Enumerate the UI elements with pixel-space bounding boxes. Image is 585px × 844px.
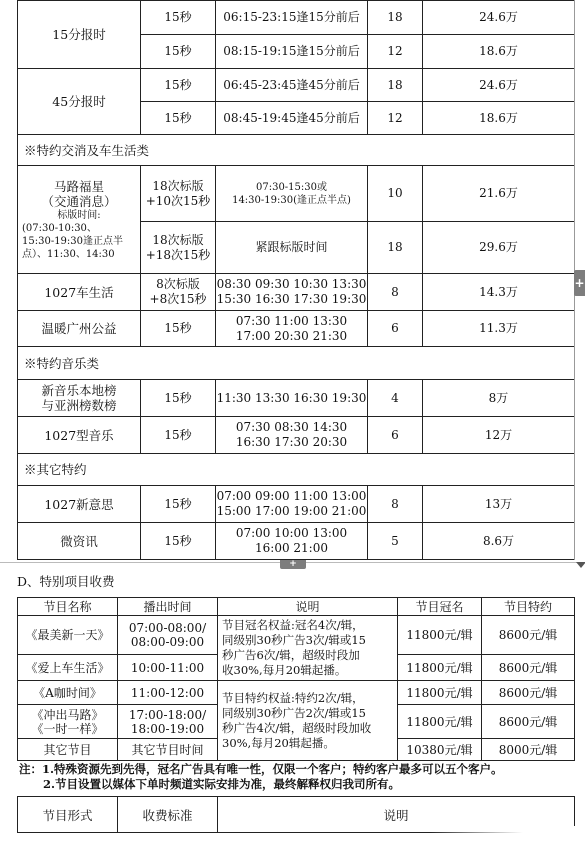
description-cell — [218, 681, 398, 761]
daily-count: 4 — [368, 380, 423, 417]
column-header: 节目名称 — [18, 598, 118, 616]
air-time-cell — [216, 311, 368, 347]
price: 11.3万 — [423, 311, 575, 347]
ad-length: +18次15秒 — [145, 247, 211, 262]
section-header-row — [18, 347, 575, 380]
schedule-text: 点）、11:30、14:30 — [22, 248, 115, 260]
description-line: 秒广告6次/辑，超级时段加 — [222, 648, 360, 662]
description-line: 同级别30秒广告2次/辑或15 — [222, 705, 366, 720]
table-row — [18, 311, 575, 347]
ad-length: 15秒 — [141, 1, 216, 35]
schedule-text: 15:30-19:30逢正点半 — [22, 235, 124, 247]
air-time: 16:30 17:30 20:30 — [235, 435, 348, 449]
ad-length: +8次15秒 — [149, 292, 207, 306]
table-row — [18, 69, 575, 102]
program-name: 1027车生活 — [18, 274, 141, 311]
column-header: 收费标准 — [118, 797, 218, 833]
ad-length: 18次标版 — [152, 178, 204, 193]
ad-length: 15秒 — [141, 523, 216, 560]
program-name: 1027新意思 — [18, 486, 141, 523]
column-header: 节目特约 — [482, 598, 575, 616]
section-heading: D、特别项目收费 — [17, 574, 115, 589]
price: 21.6万 — [423, 166, 575, 222]
price: 18.6万 — [423, 102, 575, 135]
price: 14.3万 — [423, 274, 575, 311]
program-subname: （交通消息） — [41, 193, 117, 209]
air-time: 14:30-19:30(逢正点半点) — [232, 194, 351, 206]
air-time: 07:30 08:30 14:30 — [235, 420, 348, 434]
price: 18.6万 — [423, 35, 575, 69]
title-fee: 10380元/辑 — [398, 739, 482, 761]
table-row — [18, 486, 575, 523]
air-time: 其它节目时间 — [118, 739, 218, 761]
title-fee: 11800元/辑 — [398, 655, 482, 681]
air-time-cell — [216, 486, 368, 523]
price: 29.6万 — [423, 222, 575, 274]
sponsor-fee: 8600元/辑 — [482, 681, 575, 705]
air-time: 15:30 16:30 17:30 19:30 — [216, 292, 367, 306]
daily-count: 18 — [368, 69, 423, 102]
schedule-text: (07:30-10:30、 — [22, 222, 97, 234]
air-time: 10:00-11:00 — [118, 655, 218, 681]
program-name: 1027型音乐 — [18, 417, 141, 454]
table-row — [18, 1, 575, 35]
air-time: 11:00-12:00 — [118, 681, 218, 705]
sponsor-fee: 8600元/辑 — [482, 705, 575, 739]
table-row — [18, 380, 575, 417]
ad-length: 15秒 — [141, 102, 216, 135]
air-time: 07:00 09:00 11:00 13:00 — [216, 489, 367, 503]
title-fee: 11800元/辑 — [398, 681, 482, 705]
price: 8万 — [423, 380, 575, 417]
description-line: 节目冠名权益:冠名4次/辑， — [222, 618, 364, 632]
program-name: 与亚洲榜数榜 — [41, 398, 117, 413]
program-name: 45分报时 — [18, 69, 141, 135]
price: 12万 — [423, 417, 575, 454]
section-title-other: ※其它特约 — [18, 454, 575, 486]
air-time: 11:30 13:30 16:30 19:30 — [216, 380, 368, 417]
table-row — [18, 166, 575, 222]
air-time: 07:30-15:30或 — [255, 181, 327, 193]
title-fee: 11800元/辑 — [398, 616, 482, 655]
table-header-row — [18, 598, 575, 616]
air-time: 18:00-19:00 — [130, 721, 205, 736]
ad-length-cell — [141, 166, 216, 222]
table-row — [18, 523, 575, 560]
program-name: 微资讯 — [18, 523, 141, 560]
price: 24.6万 — [423, 69, 575, 102]
section-title-music: ※特约音乐类 — [18, 347, 575, 380]
daily-count: 8 — [368, 486, 423, 523]
air-time-cell — [216, 417, 368, 454]
description-line: 节目特约权益:特约2次/辑， — [222, 690, 364, 705]
air-time: 17:00 20:30 21:30 — [235, 328, 348, 343]
column-header: 说明 — [218, 598, 398, 616]
description-line: 收30%,每月20辑起播。 — [222, 663, 347, 677]
air-time: 07:00-08:00/ — [128, 621, 207, 635]
air-time: 16:00 21:00 — [255, 541, 328, 555]
ad-price-table — [17, 0, 575, 560]
note-line: 注：1.特殊资源先到先得，冠名广告具有唯一性，仅限一个客户；特约客户最多可以五个客户。 — [19, 762, 503, 776]
page-fade — [430, 826, 585, 844]
air-time-cell — [118, 705, 218, 739]
expand-right-icon[interactable]: + — [574, 270, 585, 296]
program-name: 温暖广州公益 — [18, 311, 141, 347]
air-time: 07:00 10:00 13:00 — [235, 526, 348, 540]
ad-length: 15秒 — [141, 380, 216, 417]
price: 8.6万 — [423, 523, 575, 560]
ad-length: 8次标版 — [156, 277, 200, 291]
air-time: 08:45-19:45逢45分前后 — [216, 102, 368, 135]
description-cell — [218, 616, 398, 681]
title-fee: 11800元/辑 — [398, 705, 482, 739]
column-header: 说明 — [218, 797, 575, 833]
corner-marker-icon — [576, 562, 585, 568]
daily-count: 8 — [368, 274, 423, 311]
sponsor-fee: 8600元/辑 — [482, 616, 575, 655]
air-time: 08:15-19:15逢15分前后 — [216, 35, 368, 69]
column-header: 节目冠名 — [398, 598, 482, 616]
air-time-cell — [216, 523, 368, 560]
daily-count: 5 — [368, 523, 423, 560]
price: 13万 — [423, 486, 575, 523]
column-header: 播出时间 — [118, 598, 218, 616]
daily-count: 12 — [368, 35, 423, 69]
ad-length: 15秒 — [141, 69, 216, 102]
program-name-cell — [18, 380, 141, 417]
special-program-table — [17, 597, 575, 761]
note-line: 2.节目设置以媒体下单时频道实际安排为准，最终解释权归我司所有。 — [43, 777, 401, 791]
daily-count: 6 — [368, 311, 423, 347]
column-header: 节目形式 — [18, 797, 118, 833]
description-line: 同级别30秒广告3次/辑或15 — [222, 633, 366, 647]
ad-length-cell — [141, 222, 216, 274]
air-time: 17:00-18:00/ — [128, 707, 207, 722]
air-time: 07:30 11:00 13:30 — [235, 313, 348, 328]
air-time-cell — [216, 274, 368, 311]
section-title-traffic: ※特约交消及车生活类 — [18, 135, 575, 166]
air-time-cell — [118, 616, 218, 655]
program-name: 《最美新一天》 — [18, 616, 118, 655]
price: 24.6万 — [423, 1, 575, 35]
ad-length: 15秒 — [141, 417, 216, 454]
description-line: 秒广告4次/辑，超级时段加收 — [222, 720, 372, 735]
program-name: 《一时一样》 — [31, 721, 104, 736]
section-header-row — [18, 135, 575, 166]
program-name: 其它节目 — [18, 739, 118, 761]
schedule-label: 标版时间: — [57, 209, 101, 221]
air-time: 06:15-23:15逢15分前后 — [216, 1, 368, 35]
daily-count: 18 — [368, 222, 423, 274]
notes — [19, 762, 503, 792]
table-row — [18, 681, 575, 705]
sponsor-fee: 8600元/辑 — [482, 655, 575, 681]
air-time: 08:30 09:30 10:30 13:30 — [216, 277, 367, 291]
ad-length: 18次标版 — [152, 232, 204, 247]
air-time: 06:45-23:45逢45分前后 — [216, 69, 368, 102]
air-time-cell — [216, 166, 368, 222]
program-name: 新音乐本地榜 — [41, 383, 117, 398]
program-name-cell — [18, 705, 118, 739]
program-name-cell — [18, 166, 141, 274]
ad-length: +10次15秒 — [145, 193, 211, 208]
program-name: 《冲出马路》 — [31, 707, 104, 722]
table-row — [18, 417, 575, 454]
program-name: 马路福星 — [53, 178, 104, 194]
daily-count: 12 — [368, 102, 423, 135]
daily-count: 6 — [368, 417, 423, 454]
air-time: 紧跟标版时间 — [216, 222, 368, 274]
table-row — [18, 616, 575, 655]
ad-length: 15秒 — [141, 311, 216, 347]
expand-bottom-icon[interactable]: + — [280, 560, 306, 569]
program-name: 《爱上车生活》 — [18, 655, 118, 681]
table-row — [18, 274, 575, 311]
ad-length-cell — [141, 274, 216, 311]
air-time: 08:00-09:00 — [130, 635, 205, 649]
daily-count: 18 — [368, 1, 423, 35]
program-name: 《A咖时间》 — [18, 681, 118, 705]
sponsor-fee: 8000元/辑 — [482, 739, 575, 761]
daily-count: 10 — [368, 166, 423, 222]
air-time: 15:00 17:00 19:00 21:00 — [216, 504, 367, 518]
description-line: 30%,每月20辑起播。 — [222, 735, 335, 750]
program-name: 15分报时 — [18, 1, 141, 69]
ad-length: 15秒 — [141, 486, 216, 523]
ad-length: 15秒 — [141, 35, 216, 69]
section-header-row — [18, 454, 575, 486]
